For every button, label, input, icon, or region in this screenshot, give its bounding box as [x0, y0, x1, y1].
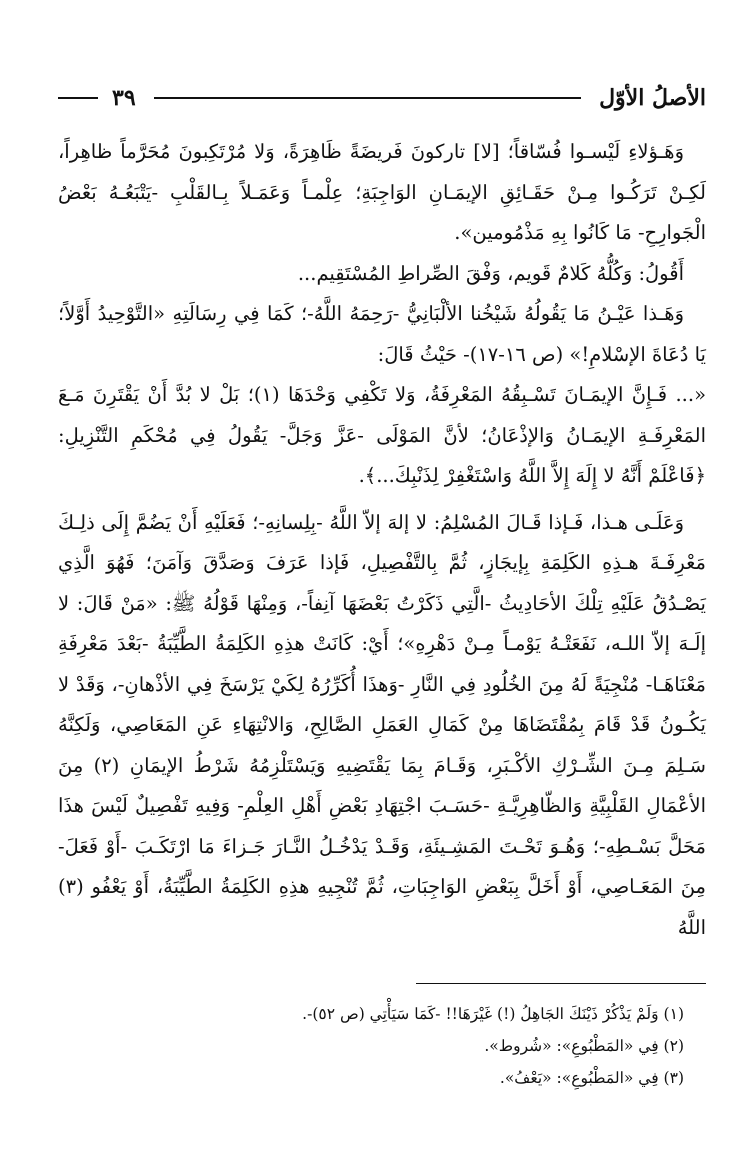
page-number: ٣٩ — [112, 85, 136, 111]
footnote-2: (٢) فِي «المَطْبُوعِ»: «شُروط». — [484, 1037, 684, 1055]
header-rule — [154, 97, 581, 99]
quoted-paragraph: «... فَـإِنَّ الإيمَـانَ تَسْـبِقُهُ المَعْرِفَةُ، وَلا تَكْفِي وَحْدَهَا (١)؛ بَلْ لا بُدَّ أَنْ يَقْتَرِنَ مَـعَ المَعْرِفَـةِ الإيمَـانُ وَالإذْعَانُ؛ لأنَّ المَوْلَى -عَزَّ وَجَلَّ- يَقُولُ فِي مُحْكَمِ التَّنْزِيلِ: ﴿فَاعْلَمْ أَنَّهُ لا إِلَهَ إِلاَّ اللَّهُ وَاسْتَغْفِرْ لِذَنْبِكَ...﴾. — [58, 383, 706, 487]
header-rule-tail — [58, 97, 98, 99]
paragraph: وَهَـؤلاءِ لَيْسـوا فُسّاقاً؛ [لا] تاركونَ فَريضَةً ظَاهِرَةً، وَلا مُرْتَكِبونَ مُحَرَّماً ظاهِراً، لَكِـنْ تَرَكُـوا مِـنْ حَقَـائِقِ الإيمَـانِ الوَاجِبَةِ؛ عِلْمـاً وَعَمَـلاً بِـالقَلْبِ -يَتْبَعُـهُ بَعْضُ الْجَوارِحِ- مَا كَانُوا بِهِ مَذْمُومين». — [58, 140, 706, 244]
footnotes — [58, 983, 706, 1094]
paragraph: وَهَـذا عَيْـنُ مَا يَقُولُهُ شَيْخُنا الألْبَانِيُّ -رَحِمَهُ اللَّهُ-؛ كَمَا فِي رِسَالَتِهِ «التَّوْحِيدُ أَوَّلاً؛ يَا دُعَاةَ الإسْلامِ!» (ص ١٦-١٧)- حَيْثُ قَالَ: — [58, 302, 706, 366]
main-text — [58, 132, 706, 948]
footnote-1: (١) وَلَمْ يَذْكُرْ ذَيْنَكَ الجَاهِلُ (!) غَيْرَهَا!! -كَمَا سَيَأْتِي (ص ٥٢)-. — [302, 1005, 684, 1023]
book-page — [58, 78, 706, 1138]
paragraph: أَقُولُ: وَكُلُّهُ كَلامٌ قَويم، وَفْقَ الصِّراطِ المُسْتَقِيم... — [297, 261, 684, 285]
footnote-3: (٣) فِي «المَطْبُوعِ»: «يَعْفُ». — [499, 1069, 684, 1087]
paragraph: وَعَلَـى هـذا، فَـإذا قَـالَ المُسْلِمُ: لا إلهَ إلاّ اللَّهُ -بِلِسانِهِ-؛ فَعَلَيْهِ أَنْ يَضُمَّ إِلَى ذلِـكَ مَعْرِفَـةَ هـذِهِ الكَلِمَةِ بِإيجَازٍ، ثُمَّ بِالتَّفْصِيلِ، فَإذا عَرَفَ وَصَدَّقَ وَآمَنَ؛ فَهُوَ الَّذِي يَصْـدُقُ عَلَيْهِ تِلْكَ الأحَادِيثُ -الَّتِي ذَكَرْتُ بَعْضَهَا آنِفاً-، وَمِنْهَا قَوْلُهُ ﷺ: «مَنْ قَالَ: لا إلَـهَ إلاّ اللـه، نَفَعَتْـهُ يَوْمـاً مِـنْ دَهْرِهِ»؛ أَيْ: كَانَتْ هذِهِ الكَلِمَةُ الطَّيِّبَةُ -بَعْدَ مَعْرِفَةِ مَعْنَاهَـا- مُنْجِيَةً لَهُ مِنَ الخُلُودِ فِي النَّارِ -وَهذَا أُكَرِّرُهُ لِكَيْ يَرْسَخَ فِي الأذْهانِ-، وَقَدْ لا يَكُـونُ قَدْ قَامَ بِمُقْتَضَاهَا مِنْ كَمَالِ العَمَلِ الصَّالِحِ، وَالانْتِهَاءِ عَنِ المَعَاصِي، وَلَكِنَّهُ سَـلِمَ مِـنَ الشِّـرْكِ الأكْـبَرِ، وَقَـامَ بِمَا يَقْتَضِيهِ وَيَسْتَلْزِمُهُ شَرْطُ الإيمَانِ (٢) مِنَ الأعْمَالِ القَلْبِيَّةِ وَالظّاهِرِيَّـةِ -حَسَـبَ اجْتِهَادِ بَعْضِ أَهْلِ العِلْمِ- وَفِيهِ تَفْصِيلٌ لَيْسَ هذَا مَحَلَّ بَسْـطِهِ-؛ وَهُـوَ تَحْـتَ المَشِـيئَةِ، وَقَـدْ يَدْخُـلُ النَّـارَ جَـزاءَ مَا ارْتَكَـبَ -أَوْ فَعَلَ- مِنَ المَعَـاصِي، أَوْ أَخَلَّ بِبَعْضِ الوَاجِبَاتِ، ثُمَّ تُنْجِيهِ هذِهِ الكَلِمَةُ الطَّيِّبَةُ، أَوْ يَعْفُو (٣) اللَّهُ — [58, 510, 706, 939]
running-header — [58, 78, 706, 118]
footnote-rule — [416, 983, 706, 984]
chapter-title: الأصلُ الأوّل — [599, 85, 706, 111]
